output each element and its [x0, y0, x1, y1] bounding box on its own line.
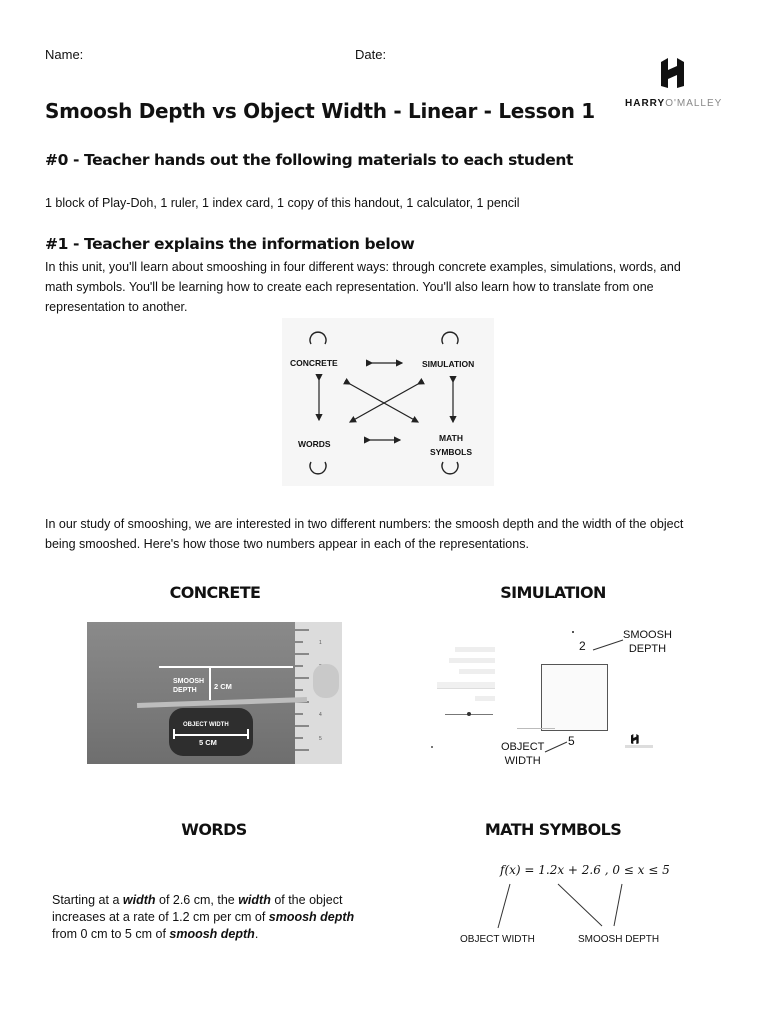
- sim-logo-icon: [630, 734, 640, 744]
- object-width-photo-label: OBJECT WIDTH: [183, 722, 229, 728]
- logo: [625, 58, 725, 113]
- svg-text:5: 5: [319, 736, 322, 742]
- svg-text:1: 1: [319, 640, 322, 646]
- svg-text:4: 4: [319, 712, 322, 718]
- concrete-heading: CONCRETE: [169, 583, 261, 602]
- play-doh: [169, 708, 253, 756]
- sim-width-label: OBJECT WIDTH: [501, 741, 545, 767]
- words-heading: WORDS: [181, 820, 247, 839]
- loop-icon-words: [310, 462, 326, 474]
- materials-list: 1 block of Play-Doh, 1 ruler, 1 index card, 1 copy of this handout, 1 calculator, 1 pencil: [45, 196, 520, 210]
- diagram-simulation: SIMULATION: [422, 359, 475, 369]
- diagram-arrows: [282, 318, 494, 486]
- name-label: Name:: [45, 47, 84, 62]
- loop-icon-math: [442, 462, 458, 474]
- sim-width-value: 5: [568, 734, 575, 748]
- representations-diagram: [282, 318, 494, 486]
- logo-text: HARRYO'MALLEY: [625, 98, 723, 109]
- simulation-heading: SIMULATION: [500, 583, 606, 602]
- sim-depth-label: SMOOSH DEPTH: [623, 629, 672, 655]
- date-label: Date:: [355, 47, 387, 62]
- sim-depth-value: 2: [579, 639, 586, 653]
- math-object-width-label: OBJECT WIDTH: [460, 934, 535, 945]
- loop-icon-simulation: [442, 332, 458, 344]
- step0-heading: #0 - Teacher hands out the following materials to each student: [45, 151, 574, 169]
- step1-heading: #1 - Teacher explains the information below: [45, 235, 415, 253]
- diagram-concrete: CONCRETE: [290, 358, 338, 368]
- concrete-photo: [87, 622, 342, 764]
- diagram-words: WORDS: [298, 439, 331, 449]
- words-description: Starting at a width of 2.6 cm, the width of the object increases at a rate of 1.2 cm per cm of smoosh depth from 0 cm to 5 cm of smoosh depth.: [52, 893, 355, 941]
- depth-value-photo: 2 CM: [214, 682, 232, 691]
- simulation-panel: [425, 622, 675, 772]
- harry-omalley-logo-icon: [660, 58, 686, 88]
- sim-controls: [445, 642, 495, 742]
- intro-paragraph: In our study of smooshing, we are interested in two different numbers: the smoosh depth and the width of the object being smooshed. Here's how those two numbers appear in each of the representations.: [45, 517, 684, 551]
- smoosh-depth-photo-label: SMOOSH DEPTH: [173, 678, 205, 694]
- finger: [313, 664, 339, 698]
- math-pointer-lines: [488, 880, 648, 932]
- math-smoosh-depth-label: SMOOSH DEPTH: [578, 934, 660, 945]
- diagram-math: MATH SYMBOLS: [430, 433, 473, 457]
- math-heading: MATH SYMBOLS: [484, 820, 622, 839]
- step1-paragraph: In this unit, you'll learn about smooshing in four different ways: through concrete examples, simulations, words, and math symbols. You'll be learning how to create each representation. You'll also learn how to translate from one representation to another.: [45, 260, 681, 314]
- loop-icon-concrete: [310, 332, 326, 344]
- math-formula: f(x) = 1.2x + 2.6 , 0 ≤ x ≤ 5: [500, 863, 670, 877]
- sim-square: [541, 664, 608, 731]
- page-title: Smoosh Depth vs Object Width - Linear - Lesson 1: [45, 99, 595, 123]
- width-value-photo: 5 CM: [199, 738, 217, 747]
